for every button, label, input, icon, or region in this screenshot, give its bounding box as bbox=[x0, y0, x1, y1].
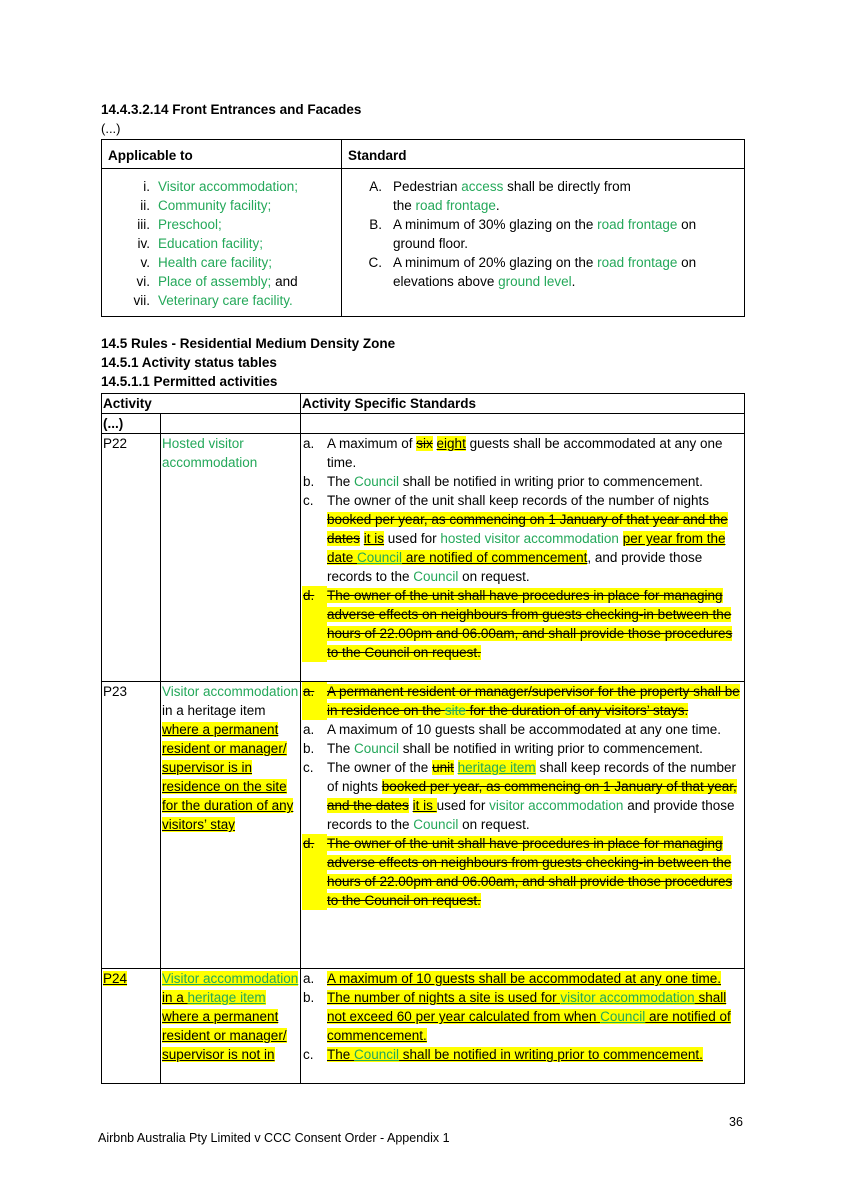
standard-a: A. Pedestrian access shall be directly from bbox=[369, 179, 631, 194]
list-item: v. Health care facility; bbox=[140, 255, 273, 270]
activity-standards: a. A maximum of six eight guests shall be accommodated at any one time. b. The Council shall be notified in writing prior to commencement. c. The owner of the unit shall keep records of the number of nights booked per year, as commencing on 1 January of that year and the dates it is used for hosted visitor accommodation per year from the date Council are notified of commencement, and provide those records to the Council on request. d. The owner of the unit shall have procedures in place for managing adverse effects on neighbours from guests checking-in between the hours of 22.00pm and 06.00am, and shall provide those procedures to the Council on request. bbox=[301, 434, 745, 682]
activity-code: P24 bbox=[102, 969, 161, 1084]
activity-code: P23 bbox=[102, 682, 161, 969]
ellipsis-row: (...) bbox=[102, 414, 161, 434]
permitted-activities-table bbox=[101, 393, 745, 1084]
list-item: ii. Community facility; bbox=[140, 198, 272, 213]
list-item: vii. Veterinary care facility. bbox=[133, 293, 293, 308]
applicable-list-cell bbox=[102, 169, 342, 317]
heading-14-5-1-1: 14.5.1.1 Permitted activities bbox=[101, 374, 278, 389]
front-entrances-table bbox=[101, 139, 745, 317]
col-activity-header: Activity bbox=[102, 394, 301, 414]
table-row bbox=[102, 969, 745, 1084]
list-item: iii. Preschool; bbox=[137, 217, 222, 232]
standard-b: B. A minimum of 30% glazing on the road frontage on bbox=[369, 217, 697, 232]
table-row bbox=[102, 682, 745, 969]
heading-14-5-1: 14.5.1 Activity status tables bbox=[101, 355, 277, 370]
table-row bbox=[102, 434, 745, 682]
col-applicable-header: Applicable to bbox=[102, 140, 342, 169]
activity-name: Visitor accommodation in a heritage item where a permanent resident or manager/ supervisor is not in bbox=[161, 969, 301, 1084]
section-heading: 14.4.3.2.14 Front Entrances and Facades bbox=[101, 102, 362, 117]
activity-standards: a. A maximum of 10 guests shall be accommodated at any one time. b. The number of nights a site is used for visitor accommodation shall not exceed 60 per year calculated from when Council are notified of commencement. c. The Council shall be notified in writing prior to commencement. bbox=[301, 969, 745, 1084]
activity-standards: a. A permanent resident or manager/supervisor for the property shall be in residence on the site for the duration of any visitors’ stays. a. A maximum of 10 guests shall be accommodated at any one time. b. The Council shall be notified in writing prior to commencement. c. The owner of the unit heritage item shall keep records of the number of nights booked per year, as commencing on 1 January of that year, and the dates it is used for visitor accommodation and provide those records to the Council on request. d. The owner of the unit shall have procedures in place for managing adverse effects on neighbours from guests checking-in between the hours of 22.00pm and 06.00am, and shall provide those procedures to the Council on request. bbox=[301, 682, 745, 969]
list-item: iv. Education facility; bbox=[137, 236, 264, 251]
col-standard-header: Standard bbox=[342, 140, 745, 169]
standard-c: C. A minimum of 20% glazing on the road frontage on bbox=[368, 255, 697, 270]
activity-name: Hosted visitor accommodation bbox=[161, 434, 301, 682]
heading-14-5: 14.5 Rules - Residential Medium Density Zone bbox=[101, 336, 396, 351]
col-standards-header: Activity Specific Standards bbox=[301, 394, 745, 414]
page-number: 36 bbox=[729, 1115, 743, 1129]
list-item: i. Visitor accommodation; bbox=[143, 179, 299, 194]
ellipsis: (...) bbox=[101, 121, 121, 136]
footer: Airbnb Australia Pty Limited v CCC Consent Order - Appendix 1 bbox=[98, 1131, 450, 1145]
list-item: vi. Place of assembly; and bbox=[136, 274, 298, 289]
standard-list-cell: A. Pedestrian access shall be directly from the road frontage. B. A minimum of 30% glazing on the road frontage on ground floor. C. A minimum of 20% glazing on the road frontage on elevations above ground level. bbox=[342, 169, 745, 317]
activity-code: P22 bbox=[102, 434, 161, 682]
activity-name: Visitor accommodation in a heritage item where a permanent resident or manager/ supervisor is in residence on the site for the duration of any visitors’ stay bbox=[161, 682, 301, 969]
